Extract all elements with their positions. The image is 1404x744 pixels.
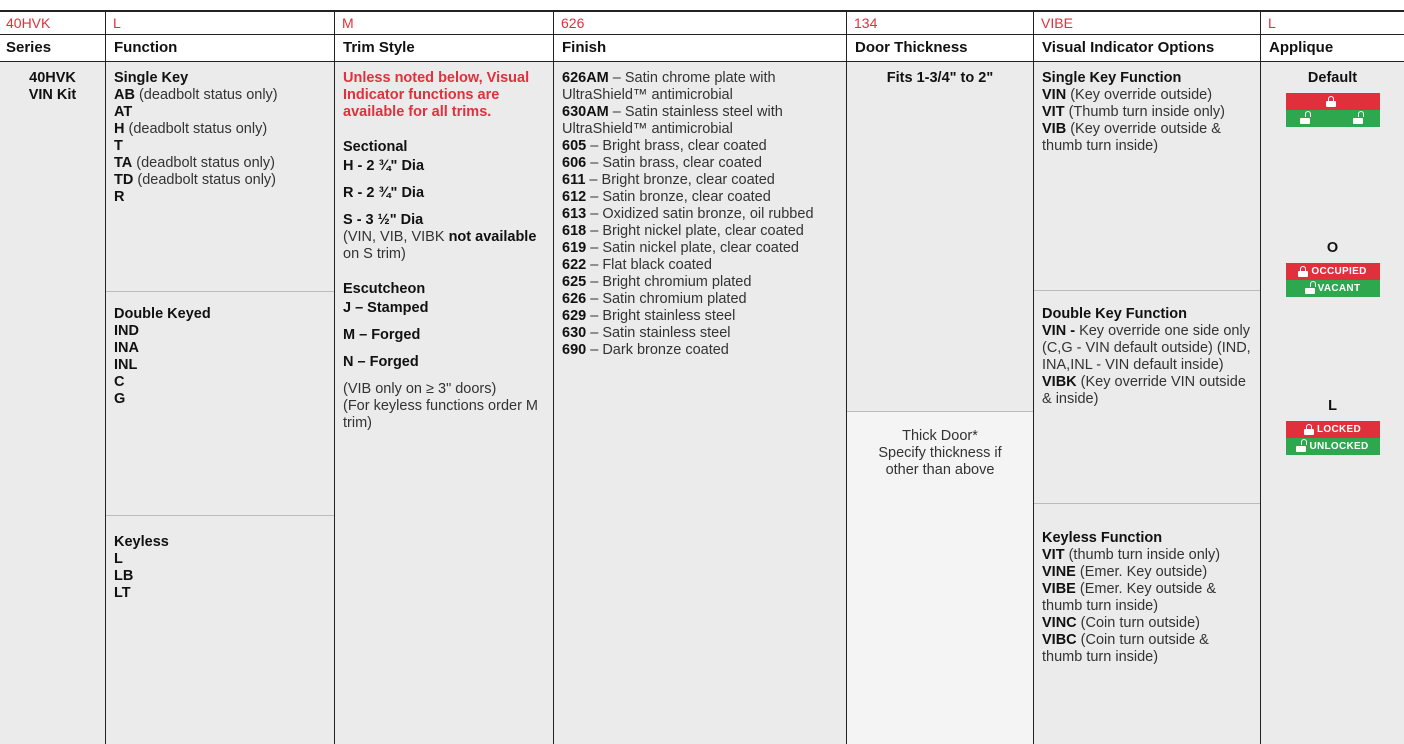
applique-o: [1261, 234, 1404, 297]
finish-item: 690 – Dark bronze coated: [562, 342, 729, 358]
trim-sectional-item: R - 2 ¾" Dia: [343, 185, 425, 201]
function-single-title: Single Key: [114, 70, 189, 86]
function-single-key: [106, 62, 334, 206]
header-function: Function: [105, 35, 334, 61]
function-item: IND: [114, 323, 139, 339]
finish-item: 619 – Satin nickel plate, clear coated: [562, 240, 799, 256]
unlock-icon: [1353, 114, 1363, 124]
function-item: AT: [114, 104, 133, 120]
visual-double: [1034, 291, 1260, 408]
function-item: INA: [114, 340, 139, 356]
trim-esc-note: (For keyless functions order M trim): [343, 398, 539, 431]
trim-s-note: (VIN, VIB, VIBK not available on S trim): [343, 229, 537, 262]
finish-item: 630AM – Satin stainless steel with UltraShield™ antimicrobial: [562, 104, 783, 137]
function-item: AB (deadbolt status only): [114, 87, 278, 103]
series-column: [0, 62, 105, 744]
finish-item: 629 – Bright stainless steel: [562, 308, 736, 324]
visual-keyless-title: Keyless Function: [1042, 530, 1163, 546]
applique-l-label: L: [1328, 398, 1337, 414]
applique-o-top-text: OCCUPIED: [1311, 266, 1367, 277]
applique-default-green: [1286, 110, 1380, 127]
applique-o-green: [1286, 280, 1380, 297]
visual-item: VIBE (Emer. Key outside & thumb turn inside): [1042, 581, 1217, 614]
applique-o-plate: [1286, 263, 1380, 297]
visual-single: [1034, 62, 1260, 155]
applique-l-green: [1286, 438, 1380, 455]
finish-column: [553, 62, 846, 744]
trim-escutcheon-item: N – Forged: [343, 354, 419, 370]
finish-item: 626AM – Satin chrome plate with UltraShield™ antimicrobial: [562, 70, 776, 103]
trim-sectional-item: S - 3 ½" Dia: [343, 212, 424, 228]
applique-l: [1261, 392, 1404, 455]
trim-notice: Unless noted below, Visual Indicator functions are available for all trims.: [343, 70, 530, 120]
function-double-keyed: [106, 292, 334, 408]
function-item: LT: [114, 585, 131, 601]
applique-column: [1260, 62, 1404, 744]
visual-item: VIN (Key override outside): [1042, 87, 1213, 103]
header-row: [0, 34, 1404, 62]
trim-cell: [335, 62, 553, 432]
function-column: [105, 62, 334, 744]
series-kit: VIN Kit: [28, 87, 77, 103]
trim-sectional-item: H - 2 ¾" Dia: [343, 158, 425, 174]
header-series: Series: [6, 39, 52, 56]
finish-item: 626 – Satin chromium plated: [562, 291, 747, 307]
door-thickness-column: [846, 62, 1033, 744]
finish-item: 622 – Flat black coated: [562, 257, 712, 273]
visual-single-title: Single Key Function: [1042, 70, 1182, 86]
code-applique: L: [1260, 12, 1404, 34]
function-keyless: [106, 516, 334, 602]
visual-item: VINC (Coin turn outside): [1042, 615, 1200, 631]
lock-icon: [1304, 425, 1314, 435]
finish-item: 625 – Bright chromium plated: [562, 274, 752, 290]
trim-escutcheon-item: M – Forged: [343, 327, 421, 343]
door-thick-cell: [847, 412, 1033, 744]
series-cell: [0, 62, 105, 104]
visual-item: VIBK (Key override VIN outside & inside): [1042, 374, 1246, 407]
applique-l-bottom-text: UNLOCKED: [1309, 441, 1369, 452]
applique-default-label: Default: [1307, 70, 1358, 86]
code-series: 40HVK: [6, 15, 51, 31]
finish-item: 605 – Bright brass, clear coated: [562, 138, 767, 154]
function-keyless-title: Keyless: [114, 534, 169, 550]
function-item: LB: [114, 568, 134, 584]
function-item: INL: [114, 357, 138, 373]
visual-item: VINE (Emer. Key outside): [1042, 564, 1208, 580]
function-double-title: Double Keyed: [114, 306, 211, 322]
header-applique: Applique: [1260, 35, 1404, 61]
finish-item: 613 – Oxidized satin bronze, oil rubbed: [562, 206, 814, 222]
applique-l-plate: [1286, 421, 1380, 455]
finish-item: 611 – Bright bronze, clear coated: [562, 172, 775, 188]
function-item: R: [114, 189, 125, 205]
header-trim-style: Trim Style: [334, 35, 553, 61]
visual-item: VIN - Key override one side only (C,G - VIN default outside) (IND, INA,INL - VIN default inside): [1042, 323, 1251, 373]
visual-item: VIT (thumb turn inside only): [1042, 547, 1221, 563]
door-fits-cell: [847, 62, 1033, 87]
visual-keyless: [1034, 504, 1260, 666]
finish-item: 618 – Bright nickel plate, clear coated: [562, 223, 804, 239]
example-code-row: [0, 12, 1404, 34]
door-thick-title: Thick Door*: [902, 428, 978, 444]
finish-item: 606 – Satin brass, clear coated: [562, 155, 762, 171]
lock-icon: [1298, 267, 1308, 277]
function-item: T: [114, 138, 123, 154]
door-fits: Fits 1-3/4" to 2": [886, 70, 994, 86]
unlock-icon: [1300, 114, 1310, 124]
trim-esc-note: (VIB only on ≥ 3" doors): [343, 381, 497, 397]
applique-o-red: [1286, 263, 1380, 280]
code-visual-indicator: VIBE: [1033, 12, 1260, 34]
function-item: TD (deadbolt status only): [114, 172, 277, 188]
visual-indicator-column: [1033, 62, 1260, 744]
applique-l-top-text: LOCKED: [1316, 424, 1362, 435]
header-visual-indicator: Visual Indicator Options: [1033, 35, 1260, 61]
code-trim: M: [334, 12, 553, 34]
unlock-icon: [1305, 284, 1315, 294]
lock-icon: [1326, 97, 1336, 107]
trim-escutcheon-item: J – Stamped: [343, 300, 429, 316]
applique-default-plate: [1286, 93, 1380, 127]
visual-item: VIT (Thumb turn inside only): [1042, 104, 1225, 120]
trim-style-column: [334, 62, 553, 744]
applique-default: [1261, 62, 1404, 127]
trim-escutcheon-title: Escutcheon: [343, 281, 426, 297]
series-code: 40HVK: [29, 70, 76, 86]
finish-item: 630 – Satin stainless steel: [562, 325, 731, 341]
visual-double-title: Double Key Function: [1042, 306, 1187, 322]
function-item: TA (deadbolt status only): [114, 155, 275, 171]
visual-item: VIB (Key override outside & thumb turn inside): [1042, 121, 1221, 154]
applique-o-bottom-text: VACANT: [1317, 283, 1361, 294]
finish-cell: [554, 62, 846, 359]
applique-o-label: O: [1326, 240, 1339, 256]
function-item: C: [114, 374, 125, 390]
unlock-icon: [1296, 442, 1306, 452]
trim-sectional-title: Sectional: [343, 139, 408, 155]
visual-item: VIBC (Coin turn outside & thumb turn inside): [1042, 632, 1209, 665]
header-finish: Finish: [553, 35, 846, 61]
code-door-thickness: 134: [846, 12, 1033, 34]
header-door-thickness: Door Thickness: [846, 35, 1033, 61]
door-thick-note: Specify thickness if other than above: [878, 445, 1002, 478]
function-item: H (deadbolt status only): [114, 121, 268, 137]
finish-item: 612 – Satin bronze, clear coated: [562, 189, 771, 205]
applique-l-red: [1286, 421, 1380, 438]
function-item: G: [114, 391, 126, 407]
function-item: L: [114, 551, 123, 567]
code-finish: 626: [553, 12, 846, 34]
applique-default-red: [1286, 93, 1380, 110]
code-function: L: [105, 12, 334, 34]
